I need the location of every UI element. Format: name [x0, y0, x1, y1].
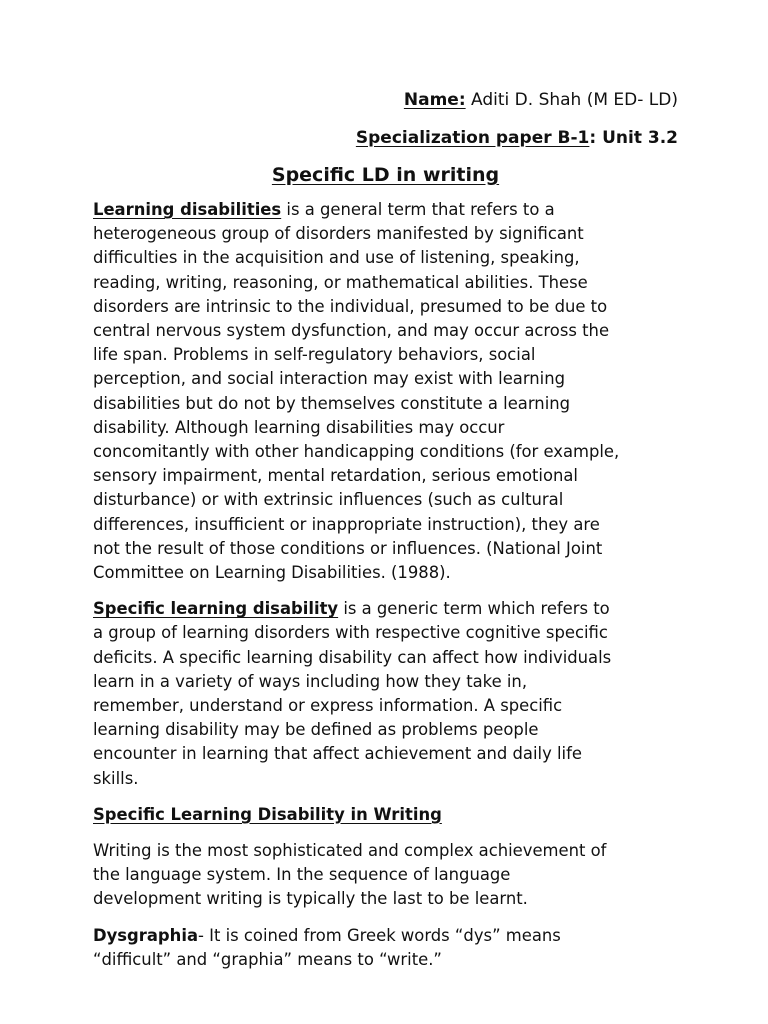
specialization-value: : Unit 3.2 — [589, 128, 678, 148]
learning-disabilities-paragraph — [93, 198, 678, 585]
specialization-line — [93, 126, 678, 150]
paragraph-line: central nervous system dysfunction, and may occur across the — [93, 321, 610, 341]
paragraph-line: the language system. In the sequence of language — [93, 865, 511, 885]
specific-learning-disability-term: Specific learning disability — [93, 599, 339, 619]
document-title: Specific LD in writing — [271, 164, 500, 186]
paragraph-line: not the result of those conditions or influences. (National Joint — [93, 538, 603, 558]
paragraph-line: Writing is the most sophisticated and complex achievement of — [93, 841, 607, 861]
name-label: Name: — [403, 90, 466, 110]
paragraph-line: difficulties in the acquisition and use of listening, speaking, — [93, 248, 580, 268]
paragraph-line: Specific learning disability is a generic term which refers to — [93, 599, 610, 619]
section-heading-writing: Specific Learning Disability in Writing — [93, 804, 442, 824]
dysgraphia-paragraph — [93, 924, 678, 972]
paragraph-line: sensory impairment, mental retardation, serious emotional — [93, 466, 578, 486]
author-line — [93, 88, 678, 112]
paragraph-line: encounter in learning that affect achievement and daily life — [93, 744, 582, 764]
paragraph-line: Dysgraphia- It is coined from Greek words “dys” means — [93, 925, 561, 945]
writing-paragraph — [93, 839, 678, 912]
paragraph-line: Learning disabilities is a general term that refers to a — [93, 200, 555, 219]
paragraph-line: deficits. A specific learning disability can affect how individuals — [93, 647, 612, 667]
paragraph-line: development writing is typically the last to be learnt. — [93, 889, 528, 909]
paragraph-line: life span. Problems in self-regulatory behaviors, social — [93, 345, 536, 365]
paragraph-line: Committee on Learning Disabilities. (1988). — [93, 563, 451, 583]
paragraph-line: differences, insufficient or inappropriate instruction), they are — [93, 514, 600, 534]
specialization-label: Specialization paper B-1 — [355, 128, 590, 148]
paragraph-line: reading, writing, reasoning, or mathematical abilities. These — [93, 272, 588, 292]
paragraph-line: learning disability may be defined as problems people — [93, 720, 539, 740]
paragraph-line: remember, understand or express information. A specific — [93, 696, 563, 716]
paragraph-line: perception, and social interaction may exist with learning — [93, 369, 566, 389]
paragraph-line: learn in a variety of ways including how they take in, — [93, 671, 528, 691]
paragraph-line: “difficult” and “graphia” means to “write.” — [93, 949, 442, 969]
learning-disabilities-term: Learning disabilities — [93, 200, 282, 219]
paragraph-line: disorders are intrinsic to the individual, presumed to be due to — [93, 296, 608, 316]
paragraph-line: concomitantly with other handicapping conditions (for example, — [93, 442, 620, 462]
paragraph-line: a group of learning disorders with respective cognitive specific — [93, 623, 608, 643]
paragraph-line: skills. — [93, 768, 139, 788]
paragraph-line: disability. Although learning disabilities may occur — [93, 417, 505, 437]
paragraph-line: disturbance) or with extrinsic influences (such as cultural — [93, 490, 564, 510]
document-page — [93, 88, 678, 984]
paragraph-line: disabilities but do not by themselves constitute a learning — [93, 393, 571, 413]
name-value: Aditi D. Shah (M ED- LD) — [465, 90, 678, 110]
specific-learning-disability-paragraph — [93, 597, 678, 791]
dysgraphia-term: Dysgraphia — [93, 925, 199, 945]
paragraph-line: heterogeneous group of disorders manifested by significant — [93, 224, 584, 244]
